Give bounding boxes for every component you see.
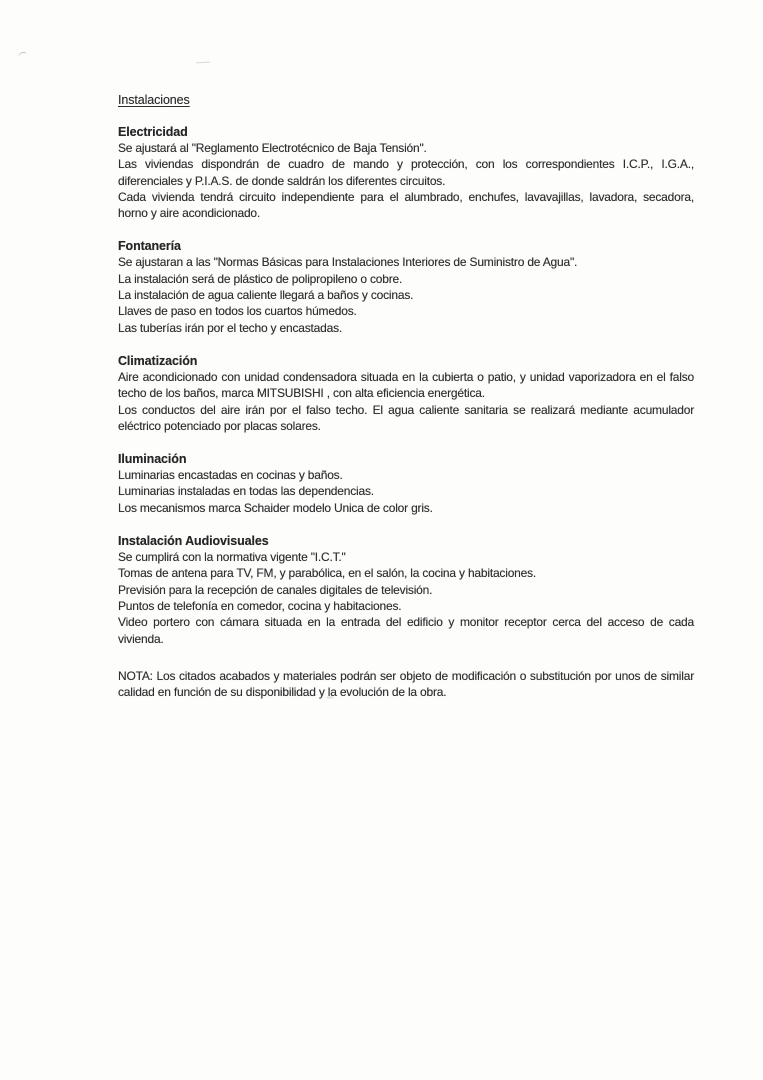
document-body: [118, 125, 694, 647]
paragraph: Los conductos del aire irán por el falso techo. El agua caliente sanitaria se realizará mediante acumulador eléctrico potenciado por placas solares.: [118, 402, 694, 433]
paragraph: Cada vivienda tendrá circuito independiente para el alumbrado, enchufes, lavavajillas, lavadora, secadora, horno y aire acondicionado.: [118, 189, 694, 221]
paragraph: Tomas de antena para TV, FM, y parabólica, en el salón, la cocina y habitaciones.: [118, 566, 537, 581]
paragraph: Aire acondicionado con unidad condensadora situada en la cubierta o patio, y unidad vaporizadora en el falso techo de los baños, marca MITSUBISHI , con alta eficiencia energética.: [118, 369, 694, 401]
scan-artifact: [18, 51, 28, 58]
paragraph: Se ajustaran a las "Normas Básicas para Instalaciones Interiores de Suministro de Agua".: [118, 255, 578, 270]
paragraph: Previsión para la recepción de canales digitales de televisión.: [118, 582, 433, 597]
paragraph: Puntos de telefonía en comedor, cocina y habitaciones.: [118, 598, 402, 613]
paragraph: Luminarias instaladas en todas las dependencias.: [118, 484, 374, 499]
paragraph: Llaves de paso en todos los cuartos húmedos.: [118, 304, 357, 319]
document-content: [118, 93, 694, 700]
paragraph: Las tuberías irán por el techo y encastadas.: [118, 320, 343, 335]
section-climatizacion: [118, 354, 694, 434]
section-fontaneria: [118, 239, 694, 335]
paragraph: Se ajustará al "Reglamento Electrotécnico de Baja Tensión".: [118, 141, 427, 155]
note-paragraph: NOTA: Los citados acabados y materiales podrán ser objeto de modificación o substitución por unos de similar calidad en función de su disponibilidad y la evolución de la obra.: [118, 668, 694, 700]
paragraph: La instalación será de plástico de polipropileno o cobre.: [118, 271, 403, 286]
page-title: Instalaciones: [118, 93, 190, 107]
paragraph: Video portero con cámara situada en la entrada del edificio y monitor receptor cerca del acceso de cada vivienda.: [118, 615, 694, 646]
paragraph: Luminarias encastadas en cocinas y baños.: [118, 468, 343, 483]
section-heading: Instalación Audiovisuales: [118, 534, 269, 549]
section-heading: Climatización: [118, 353, 198, 368]
section-instalacion-audiovisuales: [118, 534, 694, 647]
section-heading: Electricidad: [118, 125, 188, 139]
paragraph: Las viviendas dispondrán de cuadro de mando y protección, con los correspondientes I.C.P., I.G.A., diferenciales y P.I.A.S. de donde saldrán los diferentes circuitos.: [118, 157, 694, 188]
section-heading: Iluminación: [118, 452, 187, 467]
section-iluminacion: [118, 452, 694, 516]
scan-artifact: [196, 62, 210, 64]
paragraph: La instalación de agua caliente llegará a baños y cocinas.: [118, 288, 414, 303]
section-heading: Fontanería: [118, 239, 181, 254]
paragraph: Se cumplirá con la normativa vigente "I.C.T.": [118, 550, 346, 565]
section-electricidad: [118, 125, 694, 221]
paragraph: Los mecanismos marca Schaider modelo Unica de color gris.: [118, 500, 433, 515]
